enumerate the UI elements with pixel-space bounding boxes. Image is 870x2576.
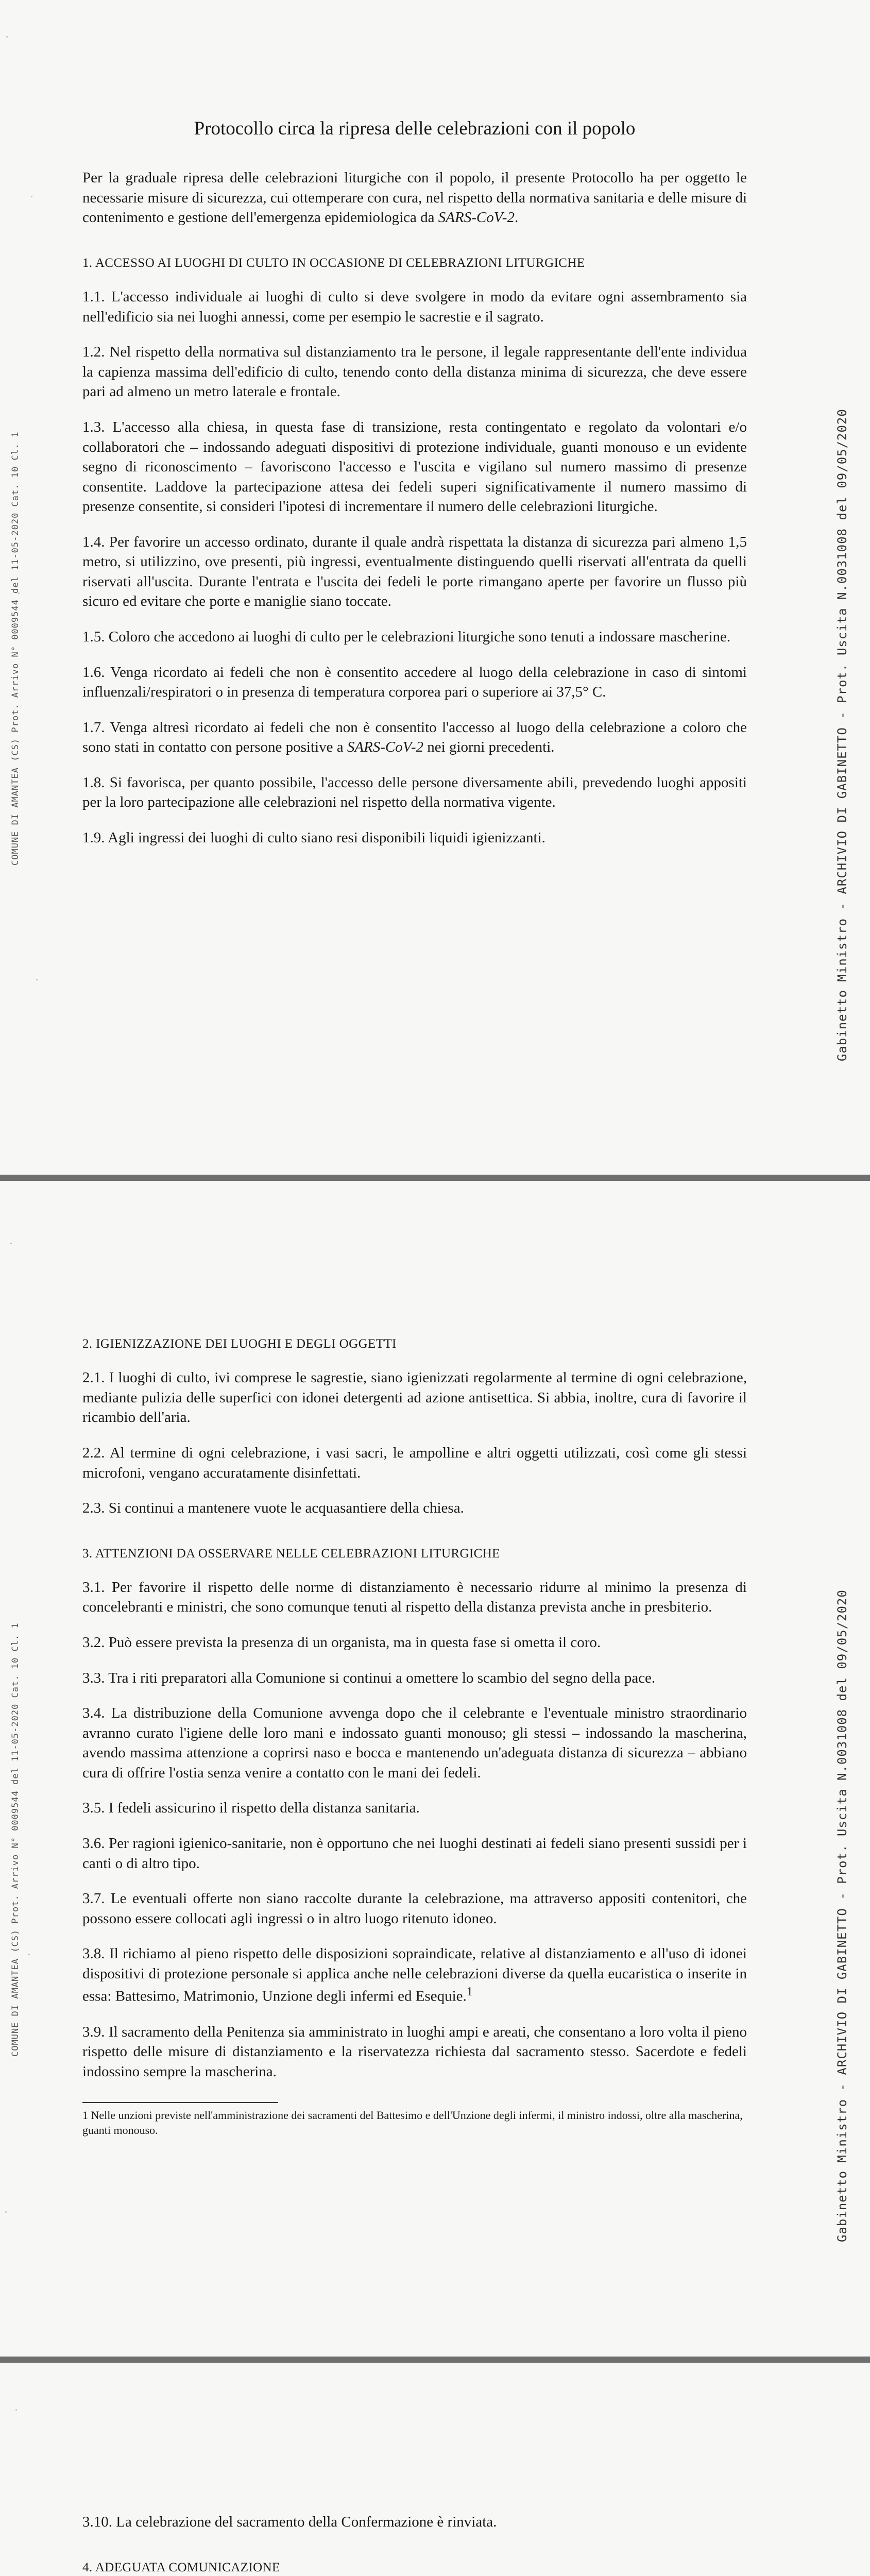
paragraph-1-1: 1.1. L'accesso individuale ai luoghi di culto si deve svolgere in modo da evitare ogni assembramento sia nell'edificio sia nei luoghi annessi, come per esempio le sacrestie e il sagrato.: [82, 289, 747, 325]
scan-speck: [10, 1243, 12, 1244]
intro-virus: SARS-CoV-2: [438, 209, 515, 226]
paragraph-1-7: [82, 718, 747, 757]
paragraph-3-4: 3.4. La distribuzione della Comunione avvenga dopo che il celebrante e l'eventuale ministro straordinario avranno curato l'igiene delle loro mani e indossato guanti monouso; gli stessi – indossando la mascherina, avendo massima attenzione a coprirsi naso e bocca e mantenendo un'adeguata distanza di sicurezza – abbiano cura di offrire l'ostia senza venire a contatto con le mani dei fedeli.: [82, 1705, 747, 1781]
scan-speck: [36, 979, 38, 980]
p38-text: 3.8. Il richiamo al pieno rispetto delle disposizioni sopraindicate, relative al distanziamento e all'uso di idonei dispositivi di protezione personale si applica anche nelle celebrazioni diverse da quella eucaristica o inserite in essa: Battesimo, Matrimonio, Unzione degli infermi ed Esequie.: [82, 1945, 747, 2005]
page-2-body: [82, 1335, 747, 2138]
scan-speck: [6, 36, 8, 38]
protocol-stamp: Gabinetto Ministro - ARCHIVIO DI GABINETTO - Prot. Uscita N.0031008 del 09/05/2020: [835, 409, 849, 1061]
scan-speck: [5, 2211, 7, 2213]
paragraph-1-4: 1.4. Per favorire un accesso ordinato, durante il quale andrà rispettata la distanza di sicurezza pari almeno 1,5 metro, si utilizzino, ove presenti, più ingressi, eventualmente distinguendo quelli riservati all'entrata da quelli riservati all'uscita. Durante l'entrata e l'uscita dei fedeli le porte rimangano aperte per favorire un flusso più sicuro ed evitare che porte e maniglie siano toccate.: [82, 533, 747, 610]
p17-text: 1.7. Venga altresì ricordato ai fedeli che non è consentito l'accesso al luogo della celebrazione a coloro che sono stati in contatto con persone positive a: [82, 719, 747, 756]
intro-text: Per la graduale ripresa delle celebrazioni liturgiche con il popolo, il presente Protocollo ha per oggetto le necessarie misure di sicurezza, cui ottemperare con cura, nel rispetto della normativa sanitaria e delle misure di contenimento e gestione dell'emergenza epidemiologica da: [82, 170, 747, 226]
paragraph-3-3: 3.3. Tra i riti preparatori alla Comunione si continui a omettere lo scambio del segno della pace.: [82, 1669, 656, 1686]
paragraph-3-10: 3.10. La celebrazione del sacramento della Confermazione è rinviata.: [82, 2514, 497, 2530]
section-heading-3: 3. ATTENZIONI DA OSSERVARE NELLE CELEBRAZIONI LITURGICHE: [82, 1546, 500, 1561]
paragraph-1-5: 1.5. Coloro che accedono ai luoghi di culto per le celebrazioni liturgiche sono tenuti a indossare mascherine.: [82, 629, 731, 646]
p17-end: nei giorni precedenti.: [423, 739, 555, 756]
arrival-stamp: COMUNE DI AMANTEA (CS) Prot. Arrivo N° 0009544 del 11-05-2020 Cat. 10 Cl. 1: [10, 1622, 21, 2057]
paragraph-1-8: 1.8. Si favorisca, per quanto possibile, l'accesso delle persone diversamente abili, prevedendo luoghi appositi per la loro partecipazione alle celebrazioni nel rispetto della normativa vigente.: [82, 774, 747, 811]
arrival-stamp: [10, 2543, 41, 2576]
paragraph-1-6: 1.6. Venga ricordato ai fedeli che non è consentito accedere al luogo della celebrazione in caso di sintomi influenzali/respiratori o in presenza di temperatura corporea pari o superiore ai 37,5° C.: [82, 664, 747, 701]
paragraph-1-2: 1.2. Nel rispetto della normativa sul distanziamento tra le persone, il legale rappresentante dell'ente individua la capienza massima dell'edificio di culto, tenendo conto della distanza minima di sicurezza, che deve essere pari ad almeno un metro laterale e frontale.: [82, 344, 747, 400]
paragraph-3-5: 3.5. I fedeli assicurino il rispetto della distanza sanitaria.: [82, 1800, 420, 1817]
document-title: Protocollo circa la ripresa delle celebrazioni con il popolo: [194, 118, 636, 139]
paragraph-3-9: 3.9. Il sacramento della Penitenza sia amministrato in luoghi ampi e areati, che consentano a loro volta il pieno rispetto delle misure di distanziamento e la riservatezza richiesta dal sacramento stesso. Sacerdote e fedeli indossino sempre la mascherina.: [82, 2023, 747, 2080]
p17-virus: SARS-CoV-2: [347, 739, 424, 756]
document-page-1: [0, 0, 870, 1175]
page-3-body: [82, 2512, 747, 2576]
scan-speck: [15, 2409, 17, 2411]
footnote-rule: [82, 2102, 278, 2103]
section-heading-4: 4. ADEGUATA COMUNICAZIONE: [82, 2560, 280, 2574]
footnote-marker: 1: [466, 1985, 473, 1999]
document-page-3: [0, 2363, 870, 2576]
paragraph-3-7: 3.7. Le eventuali offerte non siano raccolte durante la celebrazione, ma attraverso appositi contenitori, che possono essere collocati agli ingressi o in altro luogo ritenuto idoneo.: [82, 1890, 747, 1927]
paragraph-3-6: 3.6. Per ragioni igienico-sanitarie, non è opportuno che nei luoghi destinati ai fedeli siano presenti sussidi per i canti o di altro tipo.: [82, 1835, 747, 1872]
paragraph-2-3: 2.3. Si continui a mantenere vuote le acquasantiere della chiesa.: [82, 1500, 464, 1517]
section-heading-2: 2. IGIENIZZAZIONE DEI LUOGHI E DEGLI OGGETTI: [82, 1337, 397, 1351]
paragraph-1-9: 1.9. Agli ingressi dei luoghi di culto siano resi disponibili liquidi igienizzanti.: [82, 829, 545, 846]
page-1-body: [82, 116, 747, 863]
protocol-stamp: Gabinetto Ministro - ARCHIVIO DI GABINETTO - Prot. Uscita N.0031008 del 09/05/2020: [835, 1589, 849, 2242]
footnote: 1 Nelle unzioni previste nell'amministrazione dei sacramenti del Battesimo e dell'Unzione degli infermi, il ministro indossi, oltre alla mascherina, guanti monouso.: [82, 2109, 743, 2137]
paragraph-1-3: 1.3. L'accesso alla chiesa, in questa fase di transizione, resta contingentato e regolato da volontari e/o collaboratori che – indossando adeguati dispositivi di protezione individuale, guanti monouso e un evidente segno di riconoscimento – favoriscono l'accesso e l'uscita e vigilano sul numero massimo di presenze consentite. Laddove la partecipazione attesa dei fedeli superi significativamente il numero massimo di presenze consentite, si consideri l'ipotesi di incrementare il numero delle celebrazioni liturgiche.: [82, 418, 747, 515]
intro-paragraph: [82, 168, 747, 228]
intro-end: .: [514, 209, 519, 226]
arrival-stamp: COMUNE DI AMANTEA (CS) Prot. Arrivo N° 0009544 del 11-05-2020 Cat. 10 Cl. 1: [10, 431, 21, 866]
paragraph-3-2: 3.2. Può essere prevista la presenza di un organista, ma in questa fase si ometta il coro.: [82, 1634, 601, 1651]
document-page-2: [0, 1181, 870, 2357]
paragraph-2-1: 2.1. I luoghi di culto, ivi comprese le sagrestie, siano igienizzati regolarmente al termine di ogni celebrazione, mediante pulizia delle superfici con idonei detergenti ad azione antisettica. Si abbia, inoltre, cura di favorire il ricambio dell'aria.: [82, 1369, 747, 1426]
paragraph-2-2: 2.2. Al termine di ogni celebrazione, i vasi sacri, le ampolline e altri oggetti utilizzati, così come gli stessi microfoni, vengano accuratamente disinfettati.: [82, 1444, 747, 1481]
section-heading-1: 1. ACCESSO AI LUOGHI DI CULTO IN OCCASIONE DI CELEBRAZIONI LITURGICHE: [82, 256, 585, 270]
paragraph-3-8: [82, 1944, 747, 2006]
paragraph-3-1: 3.1. Per favorire il rispetto delle norme di distanziamento è necessario ridurre al minimo la presenza di concelebranti e ministri, che sono comunque tenuti al rispetto della distanza prevista anche in presbiterio.: [82, 1579, 747, 1616]
